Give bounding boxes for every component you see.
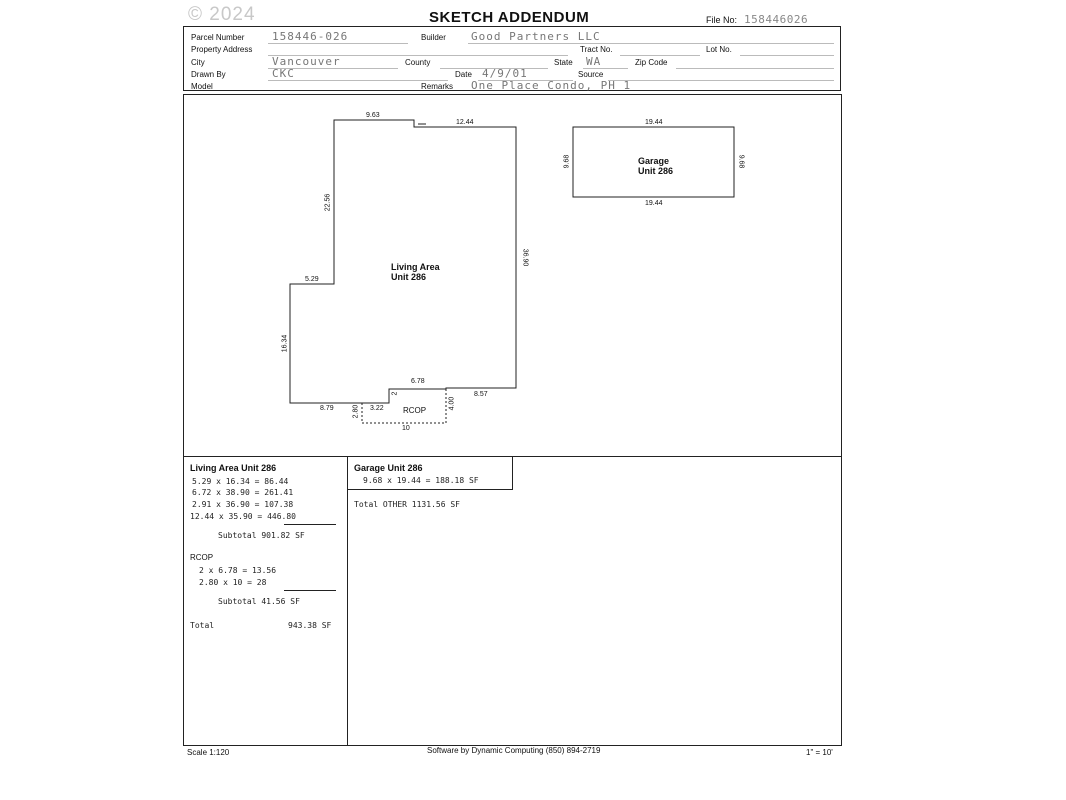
source-label: Source: [578, 70, 604, 79]
property-address-label: Property Address: [191, 45, 253, 54]
calc-living-row: 12.44 x 35.90 = 446.80: [190, 512, 296, 521]
dim-rcop-a: 3.22: [370, 405, 384, 412]
calc-total-other: Total OTHER 1131.56 SF: [354, 500, 460, 509]
dim-garage-left: 9.68: [563, 154, 571, 169]
rcop-label: RCOP: [403, 406, 427, 415]
city-label: City: [191, 58, 205, 67]
dim-living-top-right: 12.44: [456, 119, 474, 126]
parcel-number-label: Parcel Number: [191, 33, 245, 42]
calc-living-subtotal: Subtotal 901.82 SF: [218, 531, 305, 540]
builder-label: Builder: [421, 33, 446, 42]
page-title: SKETCH ADDENDUM: [429, 9, 590, 26]
footer-inch-scale: 1" = 10': [806, 748, 833, 757]
calc-rcop-subtotal: Subtotal 41.56 SF: [218, 597, 300, 606]
parcel-number-value: 158446-026: [272, 30, 349, 43]
dim-living-right: 36.90: [521, 248, 529, 267]
county-label: County: [405, 58, 431, 67]
calc-total-value: 943.38 SF: [288, 621, 332, 630]
living-area-label-1: Living Area: [391, 262, 440, 272]
dim-living-bottom-right: 8.57: [474, 391, 488, 398]
dim-living-top-left: 9.63: [366, 112, 380, 119]
calc-rcop-row: 2.80 x 10 = 28: [199, 578, 267, 587]
file-no-value: 158446026: [744, 13, 809, 26]
remarks-label: Remarks: [421, 82, 454, 91]
calc-garage-title: Garage Unit 286: [354, 463, 423, 473]
calc-garage-row: 9.68 x 19.44 = 188.18 SF: [363, 476, 479, 485]
remarks-value: One Place Condo, PH 1: [471, 79, 632, 92]
calc-total-label: Total: [190, 621, 215, 630]
garage-label-1: Garage: [638, 156, 670, 166]
calc-living-row: 5.29 x 16.34 = 86.44: [192, 477, 289, 486]
copyright-watermark: © 2024: [188, 4, 256, 25]
footer-software: Software by Dynamic Computing (850) 894-2719: [427, 746, 601, 755]
dim-rcop-left: 2.80: [352, 404, 360, 419]
dim-living-bottom-left: 8.79: [320, 405, 334, 412]
living-area-label-2: Unit 286: [391, 272, 427, 282]
calc-living-title: Living Area Unit 286: [190, 463, 277, 473]
tract-no-label: Tract No.: [580, 45, 613, 54]
calc-living-row: 2.91 x 36.90 = 107.38: [192, 500, 294, 509]
dim-garage-right: 9.68: [737, 154, 745, 169]
dim-rcop-bottom: 10: [402, 425, 410, 432]
drawn-by-label: Drawn By: [191, 70, 226, 79]
calc-living-row: 6.72 x 38.90 = 261.41: [192, 488, 294, 497]
dim-garage-bottom: 19.44: [645, 200, 663, 207]
builder-value: Good Partners LLC: [471, 30, 601, 43]
drawn-by-value: CKC: [272, 67, 295, 80]
date-value: 4/9/01: [482, 67, 528, 80]
garage-label-2: Unit 286: [638, 166, 674, 176]
dim-living-inner-two: 2: [391, 391, 399, 396]
city-value: Vancouver: [272, 55, 341, 68]
dim-living-lower-left: 16.34: [281, 334, 289, 353]
date-label: Date: [455, 70, 472, 79]
lot-no-label: Lot No.: [706, 45, 732, 54]
footer-scale: Scale 1:120: [187, 748, 230, 757]
dim-rcop-right: 4.00: [448, 396, 456, 411]
calc-rcop-title: RCOP: [190, 553, 214, 562]
dim-garage-top: 19.44: [645, 119, 663, 126]
dim-living-inner-bottom: 6.78: [411, 378, 425, 385]
dim-living-upper-left: 22.56: [324, 193, 332, 212]
model-label: Model: [191, 82, 213, 91]
zip-code-label: Zip Code: [635, 58, 668, 67]
calc-rcop-row: 2 x 6.78 = 13.56: [199, 566, 277, 575]
file-no-label: File No:: [706, 15, 738, 25]
dim-living-step: 5.29: [305, 276, 319, 283]
state-value: WA: [586, 55, 602, 68]
state-label: State: [554, 58, 573, 67]
